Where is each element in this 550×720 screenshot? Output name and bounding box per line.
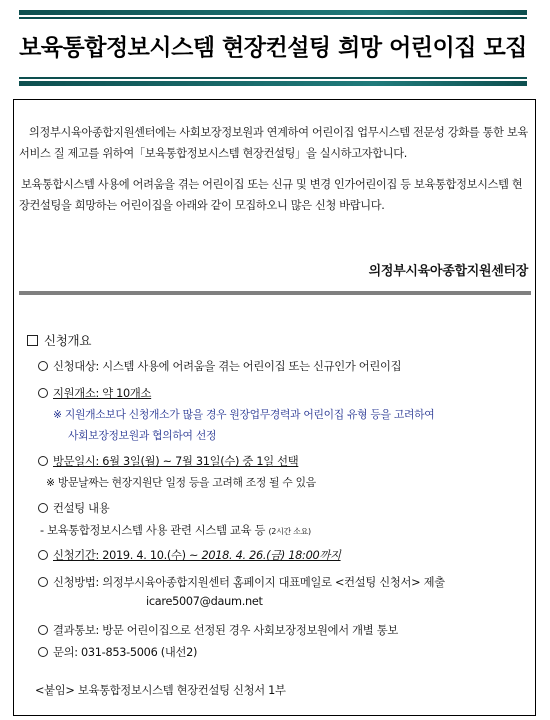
circle-bullet-icon — [38, 550, 48, 560]
sites-note-line1: ※ 지원개소보다 신청개소가 많을 경우 원장업무경력과 어린이집 유형 등을 고려하여 — [53, 408, 435, 421]
content-detail — [40, 522, 311, 538]
section-title: 신청개요 — [44, 333, 92, 348]
period-prefix: 신청기간: 2019. 4. 10.(수) ~ — [53, 549, 202, 562]
square-bullet-icon — [27, 335, 38, 346]
item-target — [38, 358, 401, 374]
title-top-bar — [19, 10, 527, 15]
item-visit-text: 방문일시: 6월 3일(월) ~ 7월 31일(수) 중 1일 선택 — [53, 455, 299, 468]
visit-note: ※ 방문날짜는 현장지원단 일정 등을 고려해 조정 될 수 있음 — [46, 476, 316, 489]
org-signature: 의정부시육아종합지원센터장 — [368, 264, 528, 279]
intro-paragraph-1: 의정부시육아종합지원센터에는 사회보장정보원과 연계하여 어린이집 업무시스템 전문성 강화를 통한 보육서비스 질 제고를 위하여「보육통합정보시스템 현장컨설팅」을 실시하고자합니다. — [19, 126, 528, 160]
section-heading — [27, 331, 91, 349]
title-bottom-line — [19, 77, 527, 79]
content-detail-text: - 보육통합정보시스템 사용 관련 시스템 교육 등 — [40, 524, 266, 537]
circle-bullet-icon — [38, 456, 48, 466]
method-email: icare5007@daum.net — [146, 595, 263, 608]
item-period — [38, 547, 341, 563]
sites-note-line2: 사회보장정보원과 협의하여 선정 — [68, 429, 217, 442]
title-top-line — [19, 17, 527, 19]
item-content — [38, 500, 109, 516]
item-content-text: 컨설팅 내용 — [53, 502, 110, 515]
section-divider — [19, 291, 531, 295]
item-method-text: 신청방법: 의정부시육아종합지원센터 홈페이지 대표메일로 <컨설팅 신청서> 제출 — [53, 576, 445, 589]
item-contact — [38, 644, 197, 660]
item-sites-text: 지원개소: 약 10개소 — [53, 387, 152, 400]
intro-text — [19, 122, 531, 216]
item-result-text: 결과통보: 방문 어린이집으로 선정된 경우 사회보장정보원에서 개별 통보 — [53, 624, 398, 637]
item-contact-text: 문의: 031-853-5006 (내선2) — [53, 646, 198, 659]
item-result — [38, 622, 398, 638]
circle-bullet-icon — [38, 625, 48, 635]
circle-bullet-icon — [38, 503, 48, 513]
circle-bullet-icon — [38, 361, 48, 371]
intro-paragraph-2: 보육통합시스템 사용에 어려움을 겪는 어린이집 또는 신규 및 변경 인가어린이집 등 보육통합정보시스템 현장컨설팅을 희망하는 어린이집을 아래와 같이 모집하오니 많은 신청 바랍니다. — [19, 178, 523, 212]
page-title: 보육통합정보시스템 현장컨설팅 희망 어린이집 모집 — [19, 35, 527, 61]
content-time: (2시간 소요) — [268, 527, 311, 536]
item-target-text: 신청대상: 시스템 사용에 어려움을 겪는 어린이집 또는 신규인가 어린이집 — [53, 360, 402, 373]
circle-bullet-icon — [38, 647, 48, 657]
period-end: 2018. 4. 26.(금) 18:00까지 — [201, 549, 341, 562]
item-method — [38, 574, 445, 590]
title-bottom-bar — [19, 81, 527, 86]
attachment-note: <붙임> 보육통합정보시스템 현장컨설팅 신청서 1부 — [35, 684, 286, 697]
item-sites — [38, 385, 151, 401]
circle-bullet-icon — [38, 388, 48, 398]
item-visit — [38, 453, 298, 469]
circle-bullet-icon — [38, 577, 48, 587]
